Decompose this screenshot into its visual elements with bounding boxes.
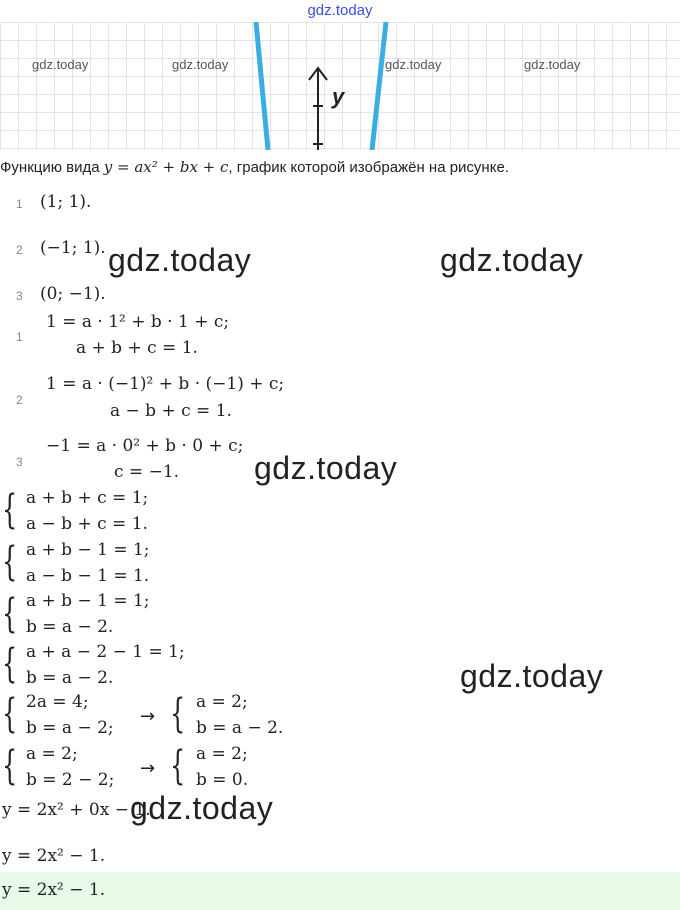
point-number: 1 bbox=[16, 197, 23, 211]
system-brace: { bbox=[2, 487, 18, 533]
system-line: a + b + c = 1; bbox=[26, 488, 149, 508]
top-watermark: gdz.today bbox=[307, 2, 373, 19]
graph-area bbox=[0, 22, 680, 150]
watermark: gdz.today bbox=[172, 57, 229, 72]
system-line: a + b − 1 = 1; bbox=[26, 591, 150, 611]
y-axis-label: y bbox=[332, 84, 345, 109]
system-line: a − b − 1 = 1. bbox=[26, 566, 150, 586]
system-line: a + b − 1 = 1; bbox=[26, 540, 150, 560]
point-number: 3 bbox=[16, 289, 23, 303]
system-line: a = 2; bbox=[26, 744, 78, 764]
final-line: y = 2x² + 0x − 1. bbox=[2, 800, 151, 820]
parabola-right-branch bbox=[372, 22, 386, 150]
system-line: b = 2 − 2; bbox=[26, 770, 115, 790]
watermark: gdz.today bbox=[385, 57, 442, 72]
point-item: (0; −1). bbox=[40, 284, 106, 304]
substitution-line: −1 = a · 0² + b · 0 + c; bbox=[46, 436, 244, 456]
substitution-number: 1 bbox=[16, 330, 23, 344]
system-brace: { bbox=[2, 691, 18, 737]
watermark: gdz.today bbox=[108, 242, 252, 278]
watermark: gdz.today bbox=[32, 57, 89, 72]
watermark: gdz.today bbox=[524, 57, 581, 72]
system-line: a = 2; bbox=[196, 692, 248, 712]
system-brace: { bbox=[2, 539, 18, 585]
answer-line: y = 2x² − 1. bbox=[2, 880, 106, 900]
substitution-number: 3 bbox=[16, 455, 23, 469]
system-line: b = a − 2; bbox=[26, 718, 114, 738]
problem-statement bbox=[0, 158, 680, 176]
system-brace: { bbox=[2, 743, 18, 789]
parabola-left-branch bbox=[256, 22, 268, 150]
system-line: b = 0. bbox=[196, 770, 249, 790]
point-item: (−1; 1). bbox=[40, 238, 106, 258]
final-line: y = 2x² − 1. bbox=[2, 846, 106, 866]
system-brace: { bbox=[2, 641, 18, 687]
system-line: b = a − 2. bbox=[26, 668, 114, 688]
answer-highlight bbox=[0, 872, 680, 910]
substitution-line: a + b + c = 1. bbox=[76, 338, 198, 358]
intro-prefix: Функцию вида bbox=[0, 159, 104, 176]
substitution-line: 1 = a · 1² + b · 1 + c; bbox=[46, 312, 230, 332]
watermark: gdz.today bbox=[440, 242, 584, 278]
intro-suffix: , график которой изображён на рисунке. bbox=[228, 159, 509, 176]
system-line: a + a − 2 − 1 = 1; bbox=[26, 642, 185, 662]
intro-formula: y = ax² + bx + c bbox=[103, 158, 229, 176]
system-line: a = 2; bbox=[196, 744, 248, 764]
substitution-number: 2 bbox=[16, 393, 23, 407]
system-line: a − b + c = 1. bbox=[26, 514, 148, 534]
system-brace: { bbox=[2, 591, 18, 637]
implies-arrow: → bbox=[140, 758, 156, 779]
substitution-line: a − b + c = 1. bbox=[110, 401, 232, 421]
system-line: b = a − 2. bbox=[196, 718, 284, 738]
substitution-line: 1 = a · (−1)² + b · (−1) + c; bbox=[46, 374, 285, 394]
watermark: gdz.today bbox=[130, 790, 274, 826]
system-line: b = a − 2. bbox=[26, 617, 114, 637]
substitution-line: c = −1. bbox=[114, 462, 180, 482]
watermark: gdz.today bbox=[254, 450, 398, 486]
system-brace: { bbox=[170, 691, 186, 737]
implies-arrow: → bbox=[140, 706, 156, 727]
system-brace: { bbox=[170, 743, 186, 789]
point-number: 2 bbox=[16, 243, 23, 257]
point-item: (1; 1). bbox=[40, 192, 92, 212]
system-line: 2a = 4; bbox=[26, 692, 89, 712]
watermark: gdz.today bbox=[460, 658, 604, 694]
